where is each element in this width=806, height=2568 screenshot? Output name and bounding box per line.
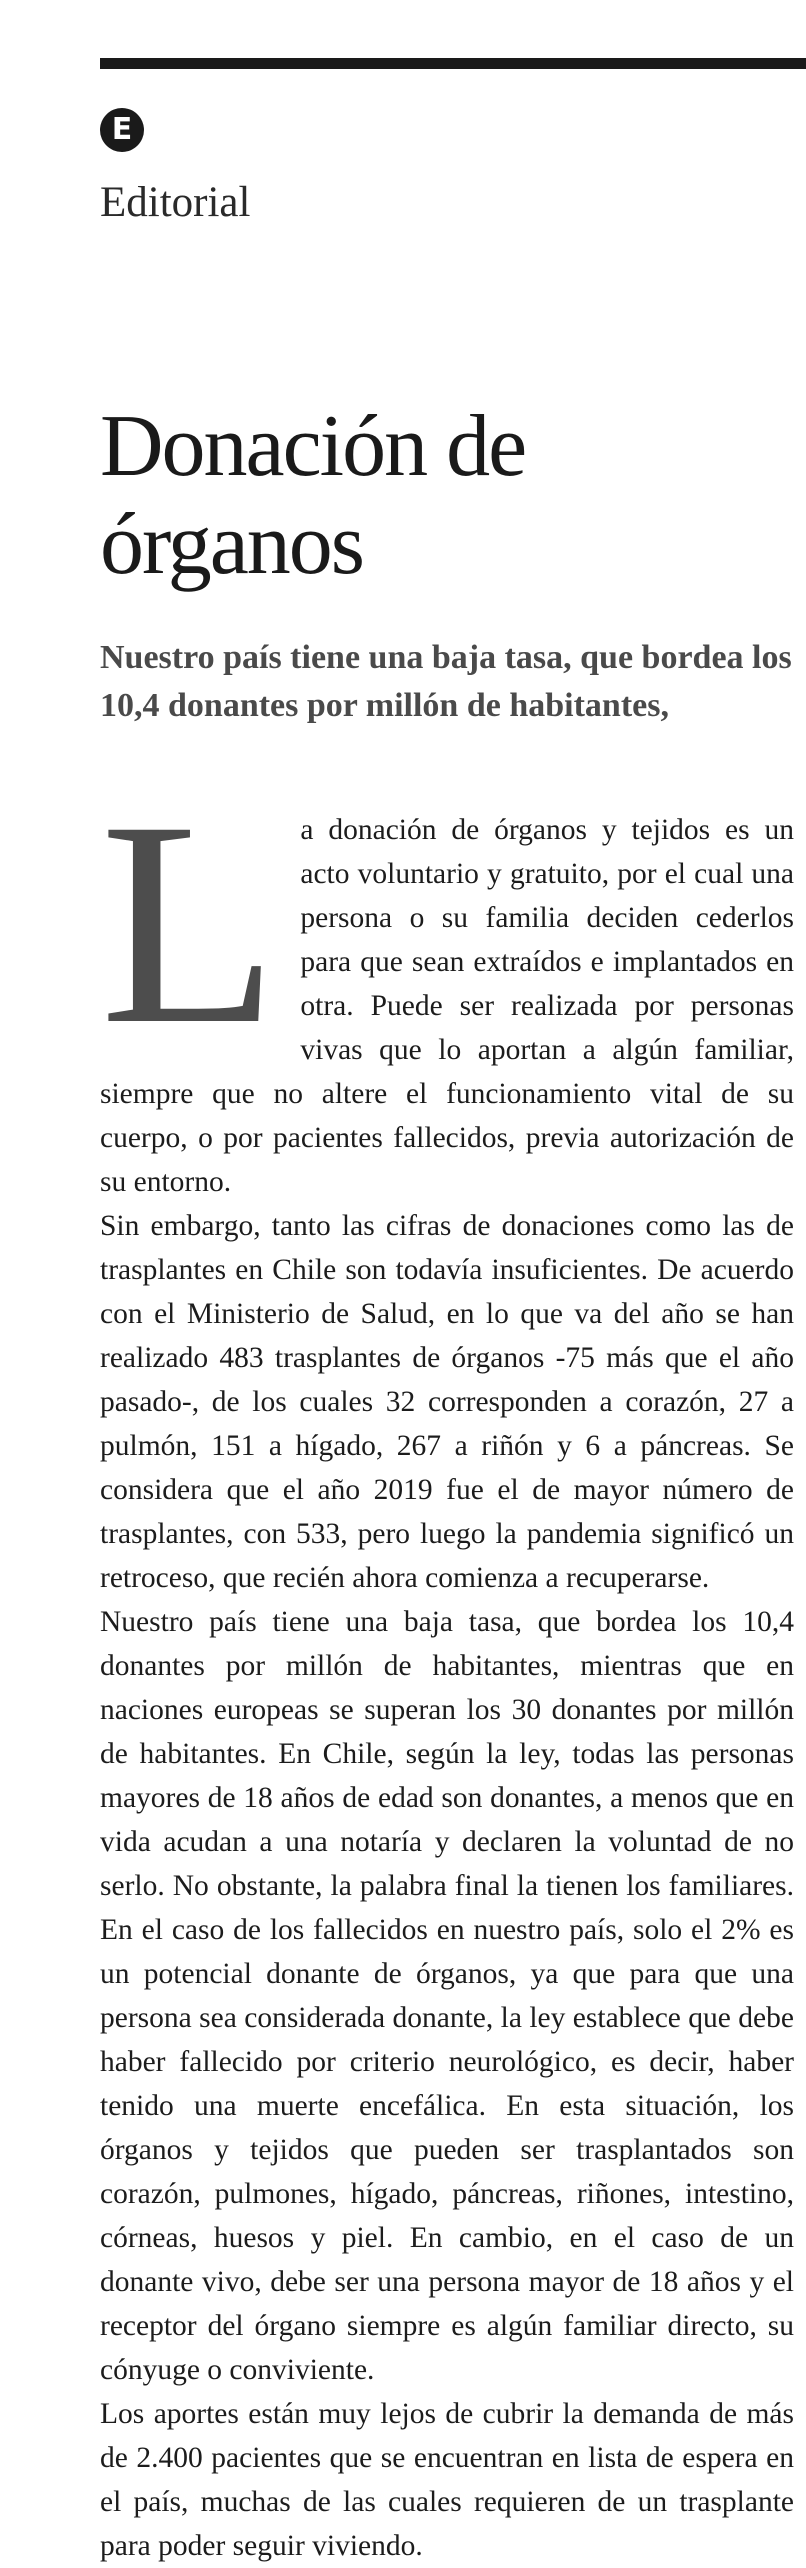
drop-cap: L bbox=[100, 762, 279, 1085]
paragraph-text: a donación de órganos y tejidos es un acto voluntario y gratuito, por el cual una persona o su familia deciden cederlos para que sean extraídos e implantados en otra. Puede ser realizada por personas vivas que lo aportan a algún familiar, siempre que no altere el funcionamiento vital de su cuerpo, o por pacientes fallecidos, previa autorización de su entorno. bbox=[100, 814, 794, 1198]
body-paragraph-1 bbox=[100, 762, 794, 1204]
body-paragraph-3: Nuestro país tiene una baja tasa, que bordea los 10,4 donantes por millón de habitantes, mientras que en naciones europeas se superan los 30 donantes por millón de habitantes. En Chile, según la ley, todas las personas mayores de 18 años de edad son donantes, a menos que en vida acudan a una notaría y declaren la voluntad de no serlo. No obstante, la palabra final la tienen los familiares. En el caso de los fallecidos en nuestro país, solo el 2% es un potencial donante de órganos, ya que para que una persona sea considerada donante, la ley establece que debe haber fallecido por criterio neurológico, es decir, haber tenido una muerte encefálica. En esta situación, los órganos y tejidos que pueden ser trasplantados son corazón, pulmones, hígado, páncreas, riñones, intestino, córneas, huesos y piel. En cambio, en el caso de un donante vivo, debe ser una persona mayor de 18 años y el receptor del órgano siempre es algún familiar directo, su cónyuge o conviviente. bbox=[100, 1606, 794, 2386]
article-headline: Donación de órganos bbox=[100, 398, 526, 593]
body-paragraph-4: Los aportes están muy lejos de cubrir la demanda de más de 2.400 pacientes que se encuentran en lista de espera en el país, muchas de las cuales requieren de un trasplante para poder seguir viviendo. bbox=[100, 2398, 794, 2562]
article-deck: Nuestro país tiene una baja tasa, que bordea los 10,4 donantes por millón de habitantes, bbox=[100, 639, 792, 724]
section-badge: E bbox=[100, 108, 144, 152]
body-paragraph-2: Sin embargo, tanto las cifras de donaciones como las de trasplantes en Chile son todavía insuficientes. De acuerdo con el Ministerio de Salud, en lo que va del año se han realizado 483 trasplantes de órganos -75 más que el año pasado-, de los cuales 32 corresponden a corazón, 27 a pulmón, 151 a hígado, 267 a riñón y 6 a páncreas. Se considera que el año 2019 fue el de mayor número de trasplantes, con 533, pero luego la pandemia significó un retroceso, que recién ahora comienza a recuperarse. bbox=[100, 1210, 794, 1594]
top-rule bbox=[100, 58, 806, 69]
section-label: Editorial bbox=[100, 179, 251, 226]
article-body bbox=[100, 762, 794, 2568]
